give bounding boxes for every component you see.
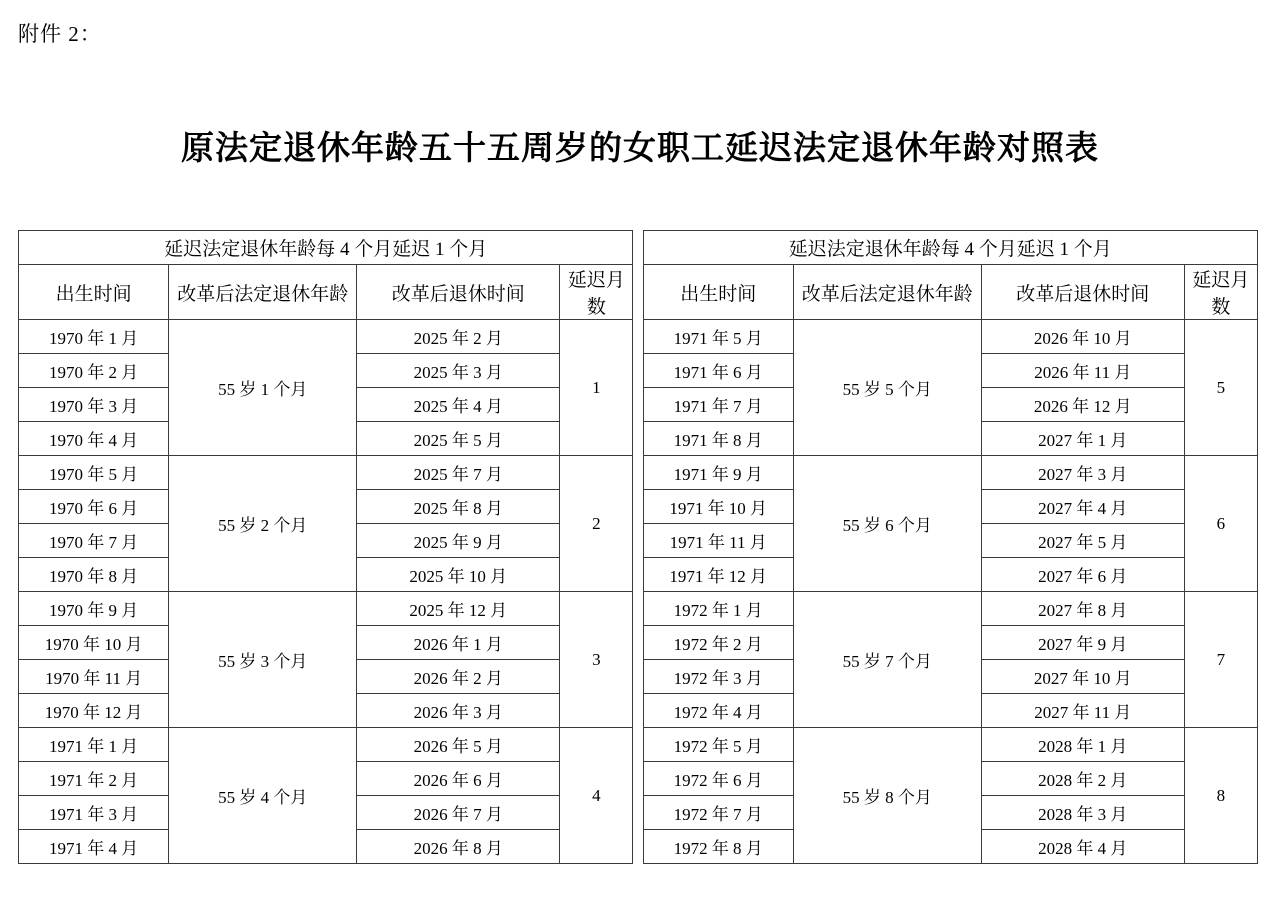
cell-retire-time-right: 2028 年 4 月 — [981, 830, 1184, 864]
cell-retirement-age-right: 55 岁 5 个月 — [793, 320, 981, 456]
cell-birth-left: 1970 年 9 月 — [19, 592, 169, 626]
column-gap — [633, 626, 643, 660]
cell-birth-left: 1970 年 2 月 — [19, 354, 169, 388]
column-gap — [633, 456, 643, 490]
cell-birth-left: 1970 年 6 月 — [19, 490, 169, 524]
cell-retire-time-right: 2027 年 10 月 — [981, 660, 1184, 694]
cell-birth-right: 1972 年 8 月 — [643, 830, 793, 864]
cell-retire-time-left: 2025 年 10 月 — [357, 558, 560, 592]
cell-retire-time-left: 2025 年 4 月 — [357, 388, 560, 422]
cell-retire-time-left: 2026 年 2 月 — [357, 660, 560, 694]
group-header-right: 延迟法定退休年龄每 4 个月延迟 1 个月 — [643, 231, 1257, 265]
cell-retirement-age-right: 55 岁 7 个月 — [793, 592, 981, 728]
cell-birth-right: 1971 年 9 月 — [643, 456, 793, 490]
column-header-right-0: 出生时间 — [643, 265, 793, 320]
cell-delay-months-left: 2 — [560, 456, 633, 592]
cell-retirement-age-left: 55 岁 3 个月 — [169, 592, 357, 728]
cell-retire-time-left: 2025 年 8 月 — [357, 490, 560, 524]
cell-retire-time-left: 2025 年 7 月 — [357, 456, 560, 490]
column-gap — [633, 388, 643, 422]
cell-birth-left: 1971 年 2 月 — [19, 762, 169, 796]
cell-birth-left: 1970 年 11 月 — [19, 660, 169, 694]
cell-birth-left: 1970 年 4 月 — [19, 422, 169, 456]
cell-birth-right: 1971 年 6 月 — [643, 354, 793, 388]
column-gap — [633, 354, 643, 388]
column-gap — [633, 660, 643, 694]
table-group-header-row — [19, 231, 1258, 265]
cell-retire-time-right: 2027 年 4 月 — [981, 490, 1184, 524]
cell-birth-right: 1972 年 1 月 — [643, 592, 793, 626]
column-gap — [633, 830, 643, 864]
column-header-right-2: 改革后退休时间 — [981, 265, 1184, 320]
cell-birth-right: 1972 年 5 月 — [643, 728, 793, 762]
column-gap — [633, 320, 643, 354]
cell-retirement-age-left: 55 岁 4 个月 — [169, 728, 357, 864]
column-gap — [633, 694, 643, 728]
cell-birth-left: 1970 年 10 月 — [19, 626, 169, 660]
column-header-left-1: 改革后法定退休年龄 — [169, 265, 357, 320]
cell-birth-right: 1971 年 10 月 — [643, 490, 793, 524]
attachment-label: 附件 2： — [18, 22, 102, 46]
cell-birth-right: 1971 年 11 月 — [643, 524, 793, 558]
cell-retire-time-right: 2026 年 12 月 — [981, 388, 1184, 422]
cell-delay-months-left: 4 — [560, 728, 633, 864]
cell-birth-left: 1970 年 7 月 — [19, 524, 169, 558]
cell-birth-right: 1971 年 8 月 — [643, 422, 793, 456]
cell-retire-time-right: 2027 年 5 月 — [981, 524, 1184, 558]
cell-birth-left: 1970 年 12 月 — [19, 694, 169, 728]
column-gap — [633, 796, 643, 830]
column-gap — [633, 592, 643, 626]
column-gap — [633, 524, 643, 558]
column-header-left-3: 延迟月数 — [560, 265, 633, 320]
cell-delay-months-left: 1 — [560, 320, 633, 456]
cell-delay-months-right: 8 — [1184, 728, 1257, 864]
cell-birth-right: 1971 年 7 月 — [643, 388, 793, 422]
column-gap — [633, 265, 643, 320]
page-title: 原法定退休年龄五十五周岁的女职工延迟法定退休年龄对照表 — [181, 131, 1099, 167]
cell-retire-time-right: 2027 年 6 月 — [981, 558, 1184, 592]
cell-birth-right: 1972 年 4 月 — [643, 694, 793, 728]
table-row — [19, 592, 1258, 626]
cell-retire-time-left: 2026 年 8 月 — [357, 830, 560, 864]
cell-delay-months-left: 3 — [560, 592, 633, 728]
column-header-right-3: 延迟月数 — [1184, 265, 1257, 320]
retirement-comparison-table — [18, 230, 1258, 864]
cell-retire-time-right: 2027 年 11 月 — [981, 694, 1184, 728]
cell-retire-time-left: 2025 年 3 月 — [357, 354, 560, 388]
cell-birth-left: 1970 年 3 月 — [19, 388, 169, 422]
cell-birth-right: 1972 年 6 月 — [643, 762, 793, 796]
column-gap — [633, 728, 643, 762]
cell-birth-left: 1971 年 1 月 — [19, 728, 169, 762]
cell-birth-left: 1971 年 4 月 — [19, 830, 169, 864]
column-gap — [633, 490, 643, 524]
cell-birth-left: 1970 年 8 月 — [19, 558, 169, 592]
cell-retire-time-left: 2026 年 1 月 — [357, 626, 560, 660]
cell-retire-time-right: 2027 年 1 月 — [981, 422, 1184, 456]
cell-retirement-age-left: 55 岁 2 个月 — [169, 456, 357, 592]
cell-birth-left: 1970 年 5 月 — [19, 456, 169, 490]
cell-retire-time-right: 2028 年 2 月 — [981, 762, 1184, 796]
cell-retirement-age-right: 55 岁 8 个月 — [793, 728, 981, 864]
column-gap — [633, 762, 643, 796]
column-gap — [633, 422, 643, 456]
column-gap — [633, 558, 643, 592]
group-header-left: 延迟法定退休年龄每 4 个月延迟 1 个月 — [19, 231, 633, 265]
cell-retire-time-left: 2026 年 5 月 — [357, 728, 560, 762]
cell-retire-time-right: 2028 年 1 月 — [981, 728, 1184, 762]
retirement-table-wrapper — [18, 230, 1258, 864]
column-header-left-2: 改革后退休时间 — [357, 265, 560, 320]
table-column-header-row — [19, 265, 1258, 320]
cell-retire-time-left: 2025 年 5 月 — [357, 422, 560, 456]
cell-birth-left: 1970 年 1 月 — [19, 320, 169, 354]
cell-birth-right: 1972 年 2 月 — [643, 626, 793, 660]
cell-delay-months-right: 5 — [1184, 320, 1257, 456]
cell-birth-left: 1971 年 3 月 — [19, 796, 169, 830]
cell-delay-months-right: 7 — [1184, 592, 1257, 728]
cell-retirement-age-right: 55 岁 6 个月 — [793, 456, 981, 592]
column-header-right-1: 改革后法定退休年龄 — [793, 265, 981, 320]
cell-retire-time-right: 2026 年 11 月 — [981, 354, 1184, 388]
cell-retire-time-left: 2026 年 7 月 — [357, 796, 560, 830]
cell-retire-time-right: 2027 年 3 月 — [981, 456, 1184, 490]
cell-birth-right: 1972 年 7 月 — [643, 796, 793, 830]
cell-birth-right: 1972 年 3 月 — [643, 660, 793, 694]
column-header-left-0: 出生时间 — [19, 265, 169, 320]
cell-retirement-age-left: 55 岁 1 个月 — [169, 320, 357, 456]
cell-birth-right: 1971 年 5 月 — [643, 320, 793, 354]
column-gap — [633, 231, 643, 265]
table-row — [19, 728, 1258, 762]
cell-retire-time-right: 2027 年 8 月 — [981, 592, 1184, 626]
cell-retire-time-left: 2025 年 2 月 — [357, 320, 560, 354]
cell-retire-time-right: 2026 年 10 月 — [981, 320, 1184, 354]
cell-retire-time-right: 2027 年 9 月 — [981, 626, 1184, 660]
cell-delay-months-right: 6 — [1184, 456, 1257, 592]
table-row — [19, 456, 1258, 490]
table-row — [19, 320, 1258, 354]
cell-birth-right: 1971 年 12 月 — [643, 558, 793, 592]
cell-retire-time-left: 2025 年 12 月 — [357, 592, 560, 626]
cell-retire-time-right: 2028 年 3 月 — [981, 796, 1184, 830]
cell-retire-time-left: 2026 年 3 月 — [357, 694, 560, 728]
cell-retire-time-left: 2026 年 6 月 — [357, 762, 560, 796]
cell-retire-time-left: 2025 年 9 月 — [357, 524, 560, 558]
